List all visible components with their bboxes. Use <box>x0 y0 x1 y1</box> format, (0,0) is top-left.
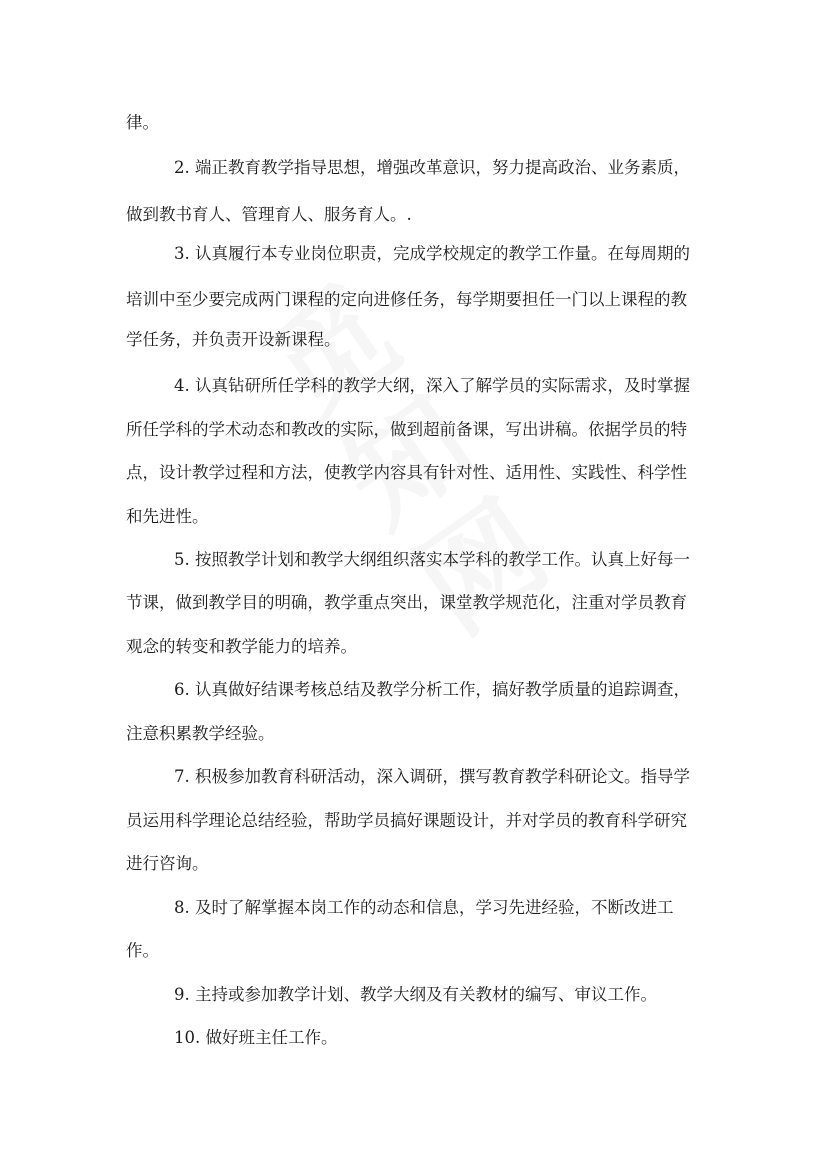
item-9-line-1: 9. 主持或参加教学计划、教学大纲及有关教材的编写、审议工作。 <box>174 985 657 1004</box>
item-4-line-4: 和先进性。 <box>126 507 209 526</box>
item-4-line-1: 4. 认真钻研所任学科的教学大纲，深入了解学员的实际需求，及时掌握 <box>174 376 690 395</box>
item-4-line-2: 所任学科的学术动态和教改的实际，做到超前备课，写出讲稿。依据学员的特 <box>126 420 687 439</box>
item-7-line-1: 7. 积极参加教育科研活动，深入调研，撰写教育教学科研论文。指导学 <box>174 767 690 786</box>
item-7-line-2: 员运用科学理论总结经验，帮助学员搞好课题设计，并对学员的教育科学研究 <box>126 811 687 830</box>
item-8-line-1: 8. 及时了解掌握本岗工作的动态和信息，学习先进经验，不断改进工 <box>174 898 674 917</box>
item-3-line-2: 培训中至少要完成两门课程的定向进修任务，每学期要担任一门以上课程的教 <box>126 290 687 309</box>
item-3-line-1: 3. 认真履行本专业岗位职责，完成学校规定的教学工作量。在每周期的 <box>174 244 690 263</box>
item-5-line-3: 观念的转变和教学能力的培养。 <box>126 637 357 656</box>
item-3-line-3: 学任务，并负责开设新课程。 <box>126 330 341 349</box>
text-line: 律。 <box>126 113 159 132</box>
item-4-line-3: 点，设计教学过程和方法，使教学内容具有针对性、适用性、实践性、科学性 <box>126 463 687 482</box>
item-7-line-3: 进行咨询。 <box>126 854 209 873</box>
item-5-line-2: 节课，做到教学目的明确，教学重点突出，课堂教学规范化，注重对学员教育 <box>126 593 687 612</box>
item-2-line-2: 做到教书育人、管理育人、服务育人。. <box>126 205 412 224</box>
item-8-line-2: 作。 <box>126 941 159 960</box>
item-2-line-1: 2. 端正教育教学指导思想，增强改革意识，努力提高政治、业务素质， <box>174 158 690 177</box>
item-6-line-2: 注意积累教学经验。 <box>126 724 275 743</box>
item-6-line-1: 6. 认真做好结课考核总结及教学分析工作，搞好教学质量的追踪调查， <box>174 680 690 699</box>
item-10-line-1: 10. 做好班主任工作。 <box>174 1028 338 1047</box>
item-5-line-1: 5. 按照教学计划和教学大纲组织落实本学科的教学工作。认真上好每一 <box>174 550 690 569</box>
